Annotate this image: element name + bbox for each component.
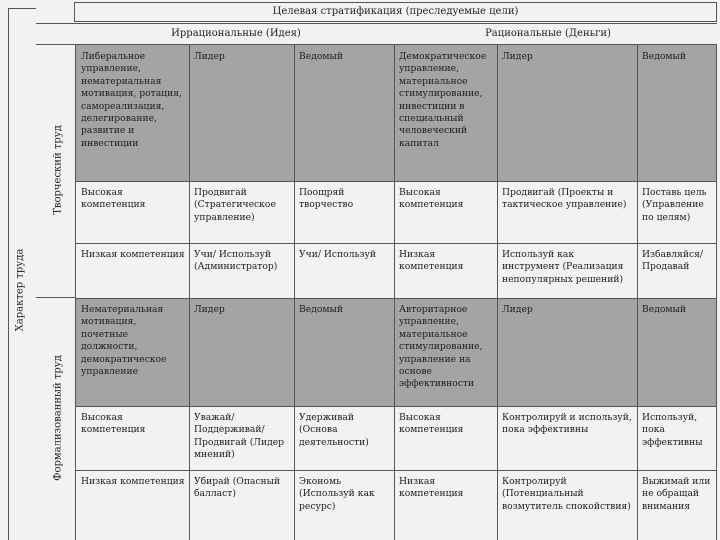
cell-r1-c4: Высокая компетенция (394, 181, 497, 243)
grid-vline (497, 45, 498, 540)
cell-r3-c4: Авторитарное управление, материальное стимулирование, управление на основе эффективности (394, 298, 497, 406)
cell-r0-c2: Лидер (189, 45, 294, 181)
subheader-row (36, 23, 717, 45)
cell-r3-c1: Нематериальная мотивация, почетные должности, демократическое управление (76, 298, 189, 406)
cell-r3-c2: Лидер (189, 298, 294, 406)
title-bar (74, 2, 717, 22)
cell-r5-c2: Убирай (Опасный балласт) (189, 470, 294, 540)
grid-vline (294, 45, 295, 540)
grid-hline (76, 470, 717, 471)
grid-vline (716, 45, 717, 540)
grid-vline (637, 45, 638, 540)
cell-r1-c5: Продвигай (Проекты и тактическое управление) (497, 181, 637, 243)
cell-r5-c6: Выжимай или не обращай внимания (637, 470, 717, 540)
grid-hline (76, 181, 717, 182)
side-label-creative: Творческий труд (52, 125, 64, 215)
cell-r3-c6: Ведомый (637, 298, 717, 406)
rational-header: Рациональные (Деньги) (485, 28, 611, 39)
cell-r4-c2: Уважай/ Поддерживай/ Продвигай (Лидер мнений) (189, 406, 294, 470)
cell-r4-c6: Используй, пока эффективны (637, 406, 717, 470)
cell-r2-c3: Учи/ Используй (294, 243, 394, 298)
cell-r2-c1: Низкая компетенция (76, 243, 189, 298)
cell-r4-c4: Высокая компетенция (394, 406, 497, 470)
cell-r0-c3: Ведомый (294, 45, 394, 181)
cell-r1-c1: Высокая компетенция (76, 181, 189, 243)
cell-r0-c5: Лидер (497, 45, 637, 181)
side-label-formal: Формализованный труд (52, 355, 64, 481)
cell-r1-c2: Продвигай (Стратегическое управление) (189, 181, 294, 243)
side-label-character: Характер труда (14, 248, 26, 332)
cell-r3-c3: Ведомый (294, 298, 394, 406)
cell-r0-c1: Либеральное управление, нематериальная мотивация, ротация, самореализация, делегирование, развитие и инвестиции (76, 45, 189, 181)
cell-r4-c1: Высокая компетенция (76, 406, 189, 470)
cell-r2-c5: Используй как инструмент (Реализация непопулярных решений) (497, 243, 637, 298)
cell-r4-c5: Контролируй и используй, пока эффективны (497, 406, 637, 470)
grid-hline (76, 406, 717, 407)
cell-r3-c5: Лидер (497, 298, 637, 406)
cell-r5-c3: Экономь (Используй как ресурс) (294, 470, 394, 540)
cell-r5-c4: Низкая компетенция (394, 470, 497, 540)
cell-r2-c2: Учи/ Используй (Администратор) (189, 243, 294, 298)
cell-r2-c6: Избавляйся/ Продавай (637, 243, 717, 298)
grid-vline (394, 45, 395, 540)
irrational-header: Иррациональные (Идея) (171, 28, 301, 39)
cell-r0-c4: Демократическое управление, материальное стимулирование, инвестиции в специальный человеческий капитал (394, 45, 497, 181)
cell-r5-c1: Низкая компетенция (76, 470, 189, 540)
cell-r0-c6: Ведомый (637, 45, 717, 181)
grid-hline (76, 243, 717, 244)
cell-r4-c3: Удерживай (Основа деятельности) (294, 406, 394, 470)
grid-hline (76, 298, 717, 299)
cell-r1-c6: Поставь цель (Управление по целям) (637, 181, 717, 243)
cell-r5-c5: Контролируй (Потенциальный возмутитель спокойствия) (497, 470, 637, 540)
table-title: Целевая стратификация (преследуемые цели) (272, 6, 519, 17)
cell-r1-c3: Поощряй творчество (294, 181, 394, 243)
strategy-grid (76, 45, 717, 540)
cell-r2-c4: Низкая компетенция (394, 243, 497, 298)
grid-vline (189, 45, 190, 540)
